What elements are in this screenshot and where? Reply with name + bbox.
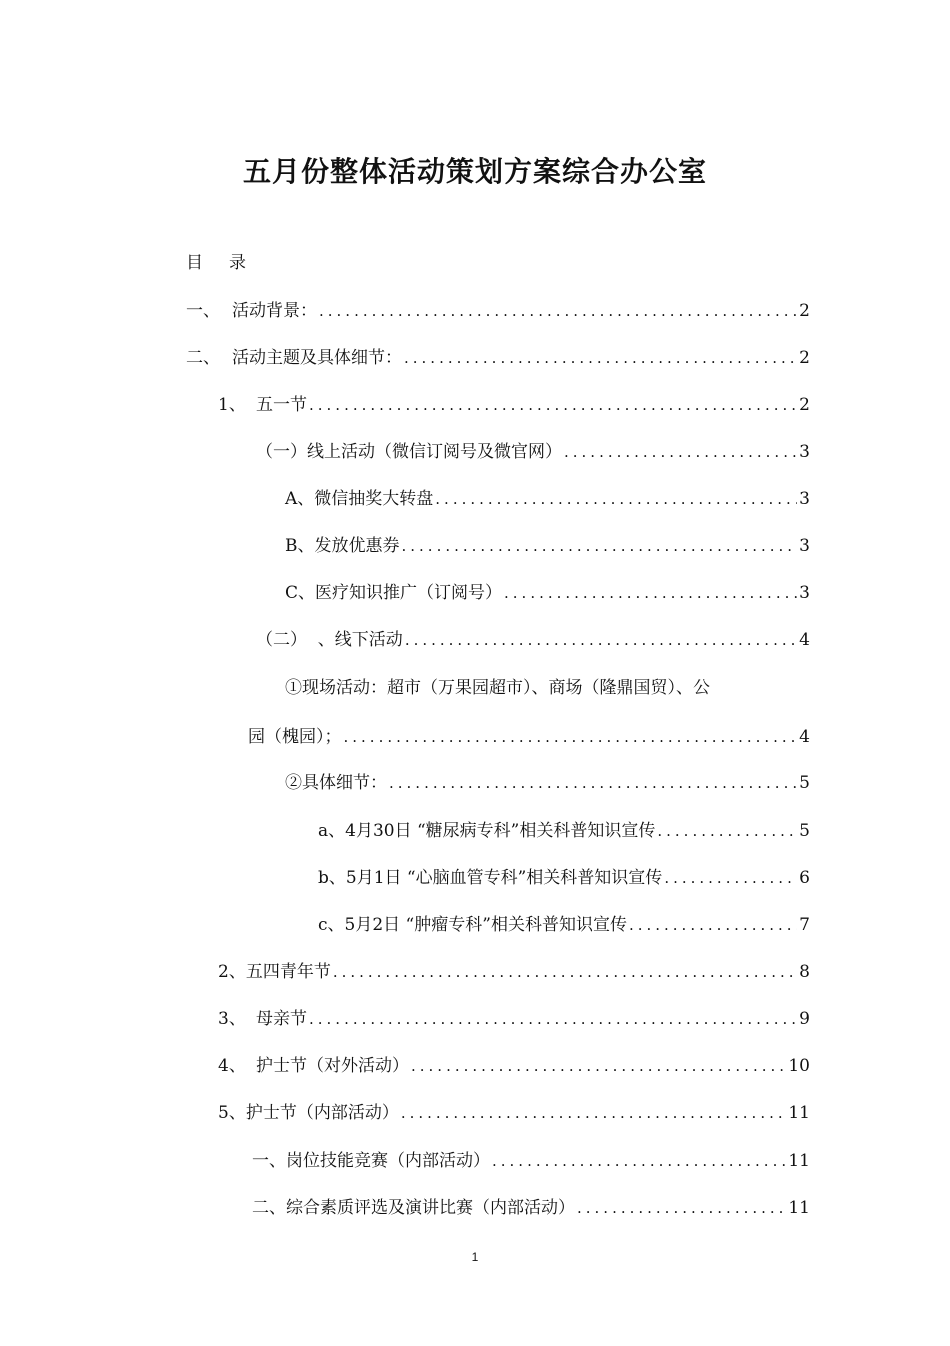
toc-entry-page: 11 [788, 1198, 810, 1218]
toc-entry-number: 二、 [186, 348, 220, 368]
toc-entry-text: C、医疗知识推广（订阅号） [285, 583, 503, 603]
toc-entry-text: 活动主题及具体细节： [232, 348, 402, 368]
toc-leader-dots [435, 490, 797, 508]
toc-entry-page: 7 [799, 915, 810, 935]
toc-entry-onsite-activity-line1[interactable]: ①现场活动：超市（万果园超市）、商场（隆鼎国贸）、公 [285, 678, 710, 698]
toc-entry-background[interactable] [186, 296, 810, 320]
toc-entry-number: 1、 [218, 395, 246, 415]
toc-leader-dots [319, 302, 797, 320]
toc-entry-text: 二、综合素质评选及演讲比赛（内部活动） [252, 1198, 575, 1218]
toc-entry-may-2[interactable] [318, 910, 810, 934]
toc-entry-number: 4、 [218, 1056, 246, 1076]
toc-entry-page: 10 [788, 1056, 810, 1076]
toc-entry-page: 2 [799, 301, 810, 321]
toc-entry-number: 3、 [218, 1009, 246, 1029]
toc-leader-dots [577, 1199, 786, 1217]
toc-entry-page: 4 [799, 630, 810, 650]
toc-entry-specific-details[interactable] [285, 768, 810, 792]
toc-leader-dots [411, 1057, 786, 1075]
toc-entry-page: 6 [799, 868, 810, 888]
toc-leader-dots [504, 584, 797, 602]
toc-entry-page: 3 [799, 583, 810, 603]
page-number: 1 [471, 1250, 479, 1264]
toc-entry-april-30[interactable] [318, 816, 810, 840]
toc-entry-nurses-day-external[interactable] [218, 1051, 810, 1075]
toc-entry-text: 护士节（对外活动） [256, 1056, 409, 1076]
toc-leader-dots [344, 728, 798, 746]
toc-entry-page: 9 [799, 1009, 810, 1029]
toc-entry-text: （二） 、线下活动 [256, 630, 403, 650]
toc-entry-number: 一、 [186, 301, 220, 321]
toc-entry-quality-speech-contest[interactable] [252, 1193, 810, 1217]
toc-entry-nurses-day-internal[interactable] [218, 1098, 810, 1122]
toc-leader-dots [664, 869, 797, 887]
toc-entry-youth-day[interactable] [218, 957, 810, 981]
toc-entry-may-1[interactable] [318, 863, 810, 887]
toc-leader-dots [405, 631, 797, 649]
toc-entry-page: 3 [799, 536, 810, 556]
toc-entry-page: 3 [799, 442, 810, 462]
toc-entry-text: B、发放优惠券 [285, 536, 400, 556]
toc-entry-page: 11 [788, 1151, 810, 1171]
toc-entry-page: 5 [799, 821, 810, 841]
toc-leader-dots [564, 443, 797, 461]
toc-leader-dots [309, 1010, 797, 1028]
toc-leader-dots [333, 963, 797, 981]
toc-leader-dots [404, 349, 797, 367]
toc-entry-mothers-day[interactable] [218, 1004, 810, 1028]
toc-leader-dots [657, 822, 797, 840]
toc-entry-text: 园（槐园）； [248, 727, 342, 747]
toc-heading [186, 248, 246, 273]
toc-entry-text: 母亲节 [256, 1009, 307, 1029]
toc-entry-text: A、微信抽奖大转盘 [285, 489, 434, 509]
toc-entry-wechat-lottery[interactable] [285, 484, 810, 508]
toc-entry-page: 3 [799, 489, 810, 509]
toc-entry-text: 2、五四青年节 [218, 962, 331, 982]
toc-entry-page: 4 [799, 727, 810, 747]
toc-entry-offline-activity[interactable] [256, 625, 810, 649]
toc-entry-coupons[interactable] [285, 531, 810, 555]
document-title: 五月份整体活动策划方案综合办公室 [242, 155, 707, 188]
toc-entry-onsite-activity[interactable] [248, 722, 810, 746]
toc-entry-text: c、5月2日 “肿瘤专科”相关科普知识宣传 [318, 915, 627, 935]
toc-entry-page: 2 [799, 395, 810, 415]
toc-leader-dots [389, 774, 797, 792]
toc-entry-text: 5、护士节（内部活动） [218, 1103, 399, 1123]
toc-entry-text: b、5月1日 “心脑血管专科”相关科普知识宣传 [318, 868, 663, 888]
toc-leader-dots [309, 396, 797, 414]
toc-leader-dots [402, 537, 798, 555]
toc-entry-text: a、4月30日 “糖尿病专科”相关科普知识宣传 [318, 821, 656, 841]
toc-entry-page: 5 [799, 773, 810, 793]
toc-leader-dots [492, 1152, 786, 1170]
toc-entry-text: 一、岗位技能竞赛（内部活动） [252, 1151, 490, 1171]
toc-entry-online-activity[interactable] [256, 437, 810, 461]
toc-entry-page: 8 [799, 962, 810, 982]
toc-entry-skills-competition[interactable] [252, 1146, 810, 1170]
toc-entry-page: 2 [799, 348, 810, 368]
toc-entry-text: ②具体细节： [285, 773, 387, 793]
toc-entry-theme-details[interactable] [186, 343, 810, 367]
toc-entry-text: 五一节 [256, 395, 307, 415]
toc-entry-medical-knowledge[interactable] [285, 578, 810, 602]
toc-leader-dots [401, 1104, 787, 1122]
toc-heading-char-1: 目 [186, 253, 203, 273]
toc-entry-may-day[interactable] [218, 390, 810, 414]
toc-entry-text: 活动背景： [232, 301, 317, 321]
toc-entry-text: （一）线上活动（微信订阅号及微官网） [256, 442, 562, 462]
toc-leader-dots [629, 916, 797, 934]
toc-entry-page: 11 [788, 1103, 810, 1123]
toc-heading-char-2: 录 [229, 253, 246, 273]
